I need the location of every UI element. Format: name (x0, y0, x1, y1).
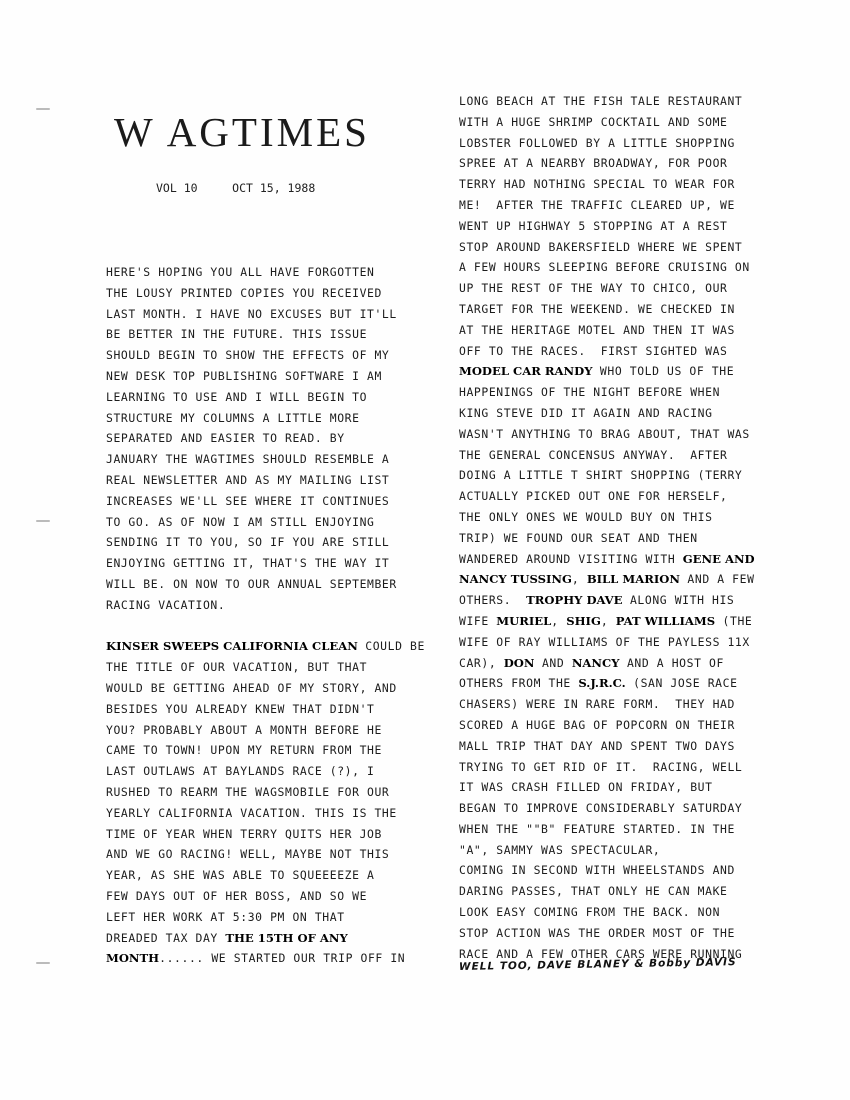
text-line (459, 195, 755, 216)
bold-name: MONTH (106, 951, 160, 966)
text-segment: THE GENERAL CONCENSUS ANYWAY. AFTER (459, 447, 728, 462)
text-segment: (THE (715, 613, 753, 628)
text-line (106, 283, 425, 304)
text-segment: WOULD BE GETTING AHEAD OF MY STORY, AND (106, 680, 397, 695)
text-segment: WILL BE. ON NOW TO OUR ANNUAL SEPTEMBER (106, 576, 397, 591)
text-line (459, 257, 755, 278)
text-line (459, 465, 755, 486)
text-line (459, 632, 755, 653)
text-line (459, 528, 755, 549)
text-line (106, 574, 425, 595)
text-segment: RACE AND A FEW OTHER CARS WERE RUNNING (459, 946, 743, 961)
text-line (459, 216, 755, 237)
text-line (106, 907, 425, 928)
text-segment: LOOK EASY COMING FROM THE BACK. NON (459, 905, 721, 920)
volume-number: VOL 10 (156, 181, 198, 195)
text-line (459, 840, 755, 861)
paragraph-gap (106, 616, 425, 637)
text-line (459, 361, 755, 382)
text-line (459, 569, 755, 590)
text-segment: UP THE REST OF THE WAY TO CHICO, OUR (459, 281, 728, 296)
text-line (459, 757, 755, 778)
issue-date: OCT 15, 1988 (232, 181, 316, 195)
text-segment: LEFT HER WORK AT 5:30 PM ON THAT (106, 909, 345, 924)
text-segment: DARING PASSES, THAT ONLY HE CAN MAKE (459, 884, 728, 899)
text-segment: DOING A LITTLE T SHIRT SHOPPING (TERRY (459, 468, 743, 483)
text-line (459, 673, 755, 694)
text-line (459, 174, 755, 195)
text-segment: WENT UP HIGHWAY 5 STOPPING AT A REST (459, 218, 728, 233)
text-line (459, 153, 755, 174)
text-line (106, 824, 425, 845)
text-line (106, 636, 425, 657)
text-segment: (SAN JOSE RACE (625, 676, 738, 691)
text-segment: COMING IN SECOND WITH WHEELSTANDS AND (459, 863, 735, 878)
issue-line (156, 181, 315, 195)
bold-name: THE 15TH OF ANY (225, 930, 348, 945)
left-column (106, 262, 425, 969)
text-line (459, 881, 755, 902)
text-segment: LEARNING TO USE AND I WILL BEGIN TO (106, 389, 368, 404)
text-segment: WIFE (459, 613, 497, 628)
text-segment: MALL TRIP THAT DAY AND SPENT TWO DAYS (459, 738, 735, 753)
right-column (459, 91, 755, 974)
text-segment: LAST MONTH. I HAVE NO EXCUSES BUT IT'LL (106, 306, 397, 321)
text-line (106, 657, 425, 678)
text-segment: , (600, 613, 616, 628)
text-segment: TRIP) WE FOUND OUR SEAT AND THEN (459, 530, 698, 545)
text-segment: CHASERS) WERE IN RARE FORM. THEY HAD (459, 697, 735, 712)
text-line (459, 923, 755, 944)
text-segment: , (551, 613, 567, 628)
text-segment: FEW DAYS OUT OF HER BOSS, AND SO WE (106, 888, 368, 903)
text-line (106, 720, 425, 741)
text-segment: LAST OUTLAWS AT BAYLANDS RACE (?), I (106, 764, 375, 779)
text-line (106, 865, 425, 886)
text-line (459, 299, 755, 320)
text-line (106, 844, 425, 865)
text-segment: AND A FEW (679, 572, 755, 587)
bold-name: NANCY (571, 655, 620, 670)
text-segment: LONG BEACH AT THE FISH TALE RESTAURANT (459, 94, 743, 108)
text-line (459, 819, 755, 840)
text-segment: IT WAS CRASH FILLED ON FRIDAY, BUT (459, 780, 713, 795)
text-line (106, 553, 425, 574)
text-line (459, 549, 755, 570)
text-line (459, 653, 755, 674)
text-segment: DREADED TAX DAY (106, 930, 226, 945)
text-line (106, 366, 425, 387)
handwritten-note: WELL TOO, DAVE BLANEY & Bobby DAVIS (458, 956, 737, 974)
text-line (459, 902, 755, 923)
text-segment: OFF TO THE RACES. FIRST SIGHTED WAS (459, 343, 728, 358)
text-segment: JANUARY THE WAGTIMES SHOULD RESEMBLE A (106, 452, 390, 467)
text-segment: SHOULD BEGIN TO SHOW THE EFFECTS OF MY (106, 348, 390, 363)
text-line (459, 382, 755, 403)
text-line (106, 595, 425, 616)
text-line (459, 507, 755, 528)
text-line (459, 715, 755, 736)
text-segment: INCREASES WE'LL SEE WHERE IT CONTINUES (106, 493, 390, 508)
text-line (459, 424, 755, 445)
text-segment: KING STEVE DID IT AGAIN AND RACING (459, 405, 713, 420)
text-segment: HERE'S HOPING YOU ALL HAVE FORGOTTEN (106, 265, 375, 279)
text-segment: SEPARATED AND EASIER TO READ. BY (106, 431, 345, 446)
text-segment: BESIDES YOU ALREADY KNEW THAT DIDN'T (106, 701, 375, 716)
text-segment: HAPPENINGS OF THE NIGHT BEFORE WHEN (459, 385, 721, 400)
text-line (106, 678, 425, 699)
text-line (106, 948, 425, 969)
text-line (106, 408, 425, 429)
text-segment: ENJOYING GETTING IT, THAT'S THE WAY IT (106, 556, 390, 571)
text-line (459, 694, 755, 715)
text-line (459, 341, 755, 362)
text-line (106, 761, 425, 782)
text-segment: SENDING IT TO YOU, SO IF YOU ARE STILL (106, 535, 390, 550)
text-line (459, 611, 755, 632)
bold-name: MURIEL (496, 613, 552, 628)
bold-name: GENE AND (682, 551, 755, 566)
text-line (106, 324, 425, 345)
text-line (459, 278, 755, 299)
text-line (459, 590, 755, 611)
bold-name: NANCY TUSSING (459, 572, 572, 587)
text-line (459, 320, 755, 341)
text-segment: ME! AFTER THE TRAFFIC CLEARED UP, WE (459, 197, 735, 212)
text-segment: THE LOUSY PRINTED COPIES YOU RECEIVED (106, 285, 382, 300)
text-segment: YEAR, AS SHE WAS ABLE TO SQUEEEEZE A (106, 868, 375, 883)
text-segment: RACING VACATION. (106, 597, 226, 612)
text-segment: WHO TOLD US OF THE (592, 364, 735, 379)
text-segment: BEGAN TO IMPROVE CONSIDERABLY SATURDAY (459, 801, 743, 816)
text-segment: THE TITLE OF OUR VACATION, BUT THAT (106, 660, 368, 675)
text-segment: AND (534, 655, 572, 670)
text-segment: AND WE GO RACING! WELL, MAYBE NOT THIS (106, 847, 390, 862)
text-line (106, 886, 425, 907)
text-segment: WANDERED AROUND VISITING WITH (459, 551, 683, 566)
text-line (106, 491, 425, 512)
text-segment: TERRY HAD NOTHING SPECIAL TO WEAR FOR (459, 177, 735, 192)
text-segment: SCORED A HUGE BAG OF POPCORN ON THEIR (459, 717, 735, 732)
text-line (106, 387, 425, 408)
text-segment: THE ONLY ONES WE WOULD BUY ON THIS (459, 509, 713, 524)
text-segment: "A", SAMMY WAS SPECTACULAR, (459, 842, 661, 857)
text-segment: RUSHED TO REARM THE WAGSMOBILE FOR OUR (106, 784, 390, 799)
text-segment: TRYING TO GET RID OF IT. RACING, WELL (459, 759, 743, 774)
text-segment: TO GO. AS OF NOW I AM STILL ENJOYING (106, 514, 375, 529)
text-line (459, 736, 755, 757)
text-line (106, 512, 425, 533)
text-line (106, 428, 425, 449)
text-line (106, 699, 425, 720)
text-segment: WIFE OF RAY WILLIAMS OF THE PAYLESS 11X (459, 634, 750, 649)
text-line (459, 91, 755, 112)
text-line (106, 470, 425, 491)
text-segment: A FEW HOURS SLEEPING BEFORE CRUISING ON (459, 260, 750, 275)
margin-mark (36, 962, 50, 964)
bold-name: KINSER SWEEPS CALIFORNIA CLEAN (106, 639, 358, 654)
text-line (459, 798, 755, 819)
text-line (106, 740, 425, 761)
bold-name: MODEL CAR RANDY (459, 364, 593, 379)
text-segment: YOU? PROBABLY ABOUT A MONTH BEFORE HE (106, 722, 382, 737)
text-segment: OTHERS. (459, 593, 527, 608)
text-line (459, 445, 755, 466)
text-segment: ACTUALLY PICKED OUT ONE FOR HERSELF, (459, 489, 728, 504)
text-segment: STOP ACTION WAS THE ORDER MOST OF THE (459, 925, 735, 940)
text-line (106, 532, 425, 553)
text-segment: STRUCTURE MY COLUMNS A LITTLE MORE (106, 410, 360, 425)
bold-name: DON (503, 655, 535, 670)
text-line (106, 304, 425, 325)
text-segment: BE BETTER IN THE FUTURE. THIS ISSUE (106, 327, 368, 342)
right-column-lines (459, 91, 755, 964)
text-segment: AND A HOST OF (619, 655, 724, 670)
text-segment: , (571, 572, 587, 587)
bold-name: BILL MARION (586, 572, 680, 587)
text-segment: YEARLY CALIFORNIA VACATION. THIS IS THE (106, 805, 397, 820)
text-segment: REAL NEWSLETTER AND AS MY MAILING LIST (106, 472, 390, 487)
bold-name: TROPHY DAVE (526, 593, 623, 608)
bold-name: S.J.R.C. (578, 676, 626, 691)
text-segment: SPREE AT A NEARBY BROADWAY, FOR POOR (459, 156, 728, 171)
text-segment: TIME OF YEAR WHEN TERRY QUITS HER JOB (106, 826, 382, 841)
text-segment: LOBSTER FOLLOWED BY A LITTLE SHOPPING (459, 135, 735, 150)
text-segment: WASN'T ANYTHING TO BRAG ABOUT, THAT WAS (459, 426, 750, 441)
text-line (106, 262, 425, 283)
text-segment: ALONG WITH HIS (622, 593, 735, 608)
text-segment: WITH A HUGE SHRIMP COCKTAIL AND SOME (459, 114, 728, 129)
text-line (106, 928, 425, 949)
text-segment: OTHERS FROM THE (459, 676, 579, 691)
text-line (106, 782, 425, 803)
text-line (459, 777, 755, 798)
text-line (459, 403, 755, 424)
masthead-title (114, 108, 370, 156)
text-line (459, 486, 755, 507)
bold-name: SHIG (566, 613, 601, 628)
bold-name: PAT WILLIAMS (615, 613, 716, 628)
text-line (106, 449, 425, 470)
text-segment: NEW DESK TOP PUBLISHING SOFTWARE I AM (106, 368, 382, 383)
text-segment: COULD BE (357, 639, 425, 654)
text-segment: CAR), (459, 655, 504, 670)
margin-mark (36, 520, 50, 522)
masthead-initial: W (114, 109, 167, 155)
text-segment: TARGET FOR THE WEEKEND. WE CHECKED IN (459, 301, 735, 316)
text-line (459, 860, 755, 881)
text-line (459, 237, 755, 258)
text-line (106, 803, 425, 824)
margin-mark (36, 108, 50, 110)
text-line (106, 345, 425, 366)
text-segment: CAME TO TOWN! UPON MY RETURN FROM THE (106, 743, 382, 758)
text-segment: AT THE HERITAGE MOTEL AND THEN IT WAS (459, 322, 735, 337)
text-segment: STOP AROUND BAKERSFIELD WHERE WE SPENT (459, 239, 743, 254)
text-line (459, 133, 755, 154)
text-segment: WHEN THE ""B" FEATURE STARTED. IN THE (459, 821, 735, 836)
text-segment: ...... WE STARTED OUR TRIP OFF IN (159, 951, 406, 966)
masthead-rest: AGTIMES (166, 109, 370, 155)
text-line (459, 112, 755, 133)
